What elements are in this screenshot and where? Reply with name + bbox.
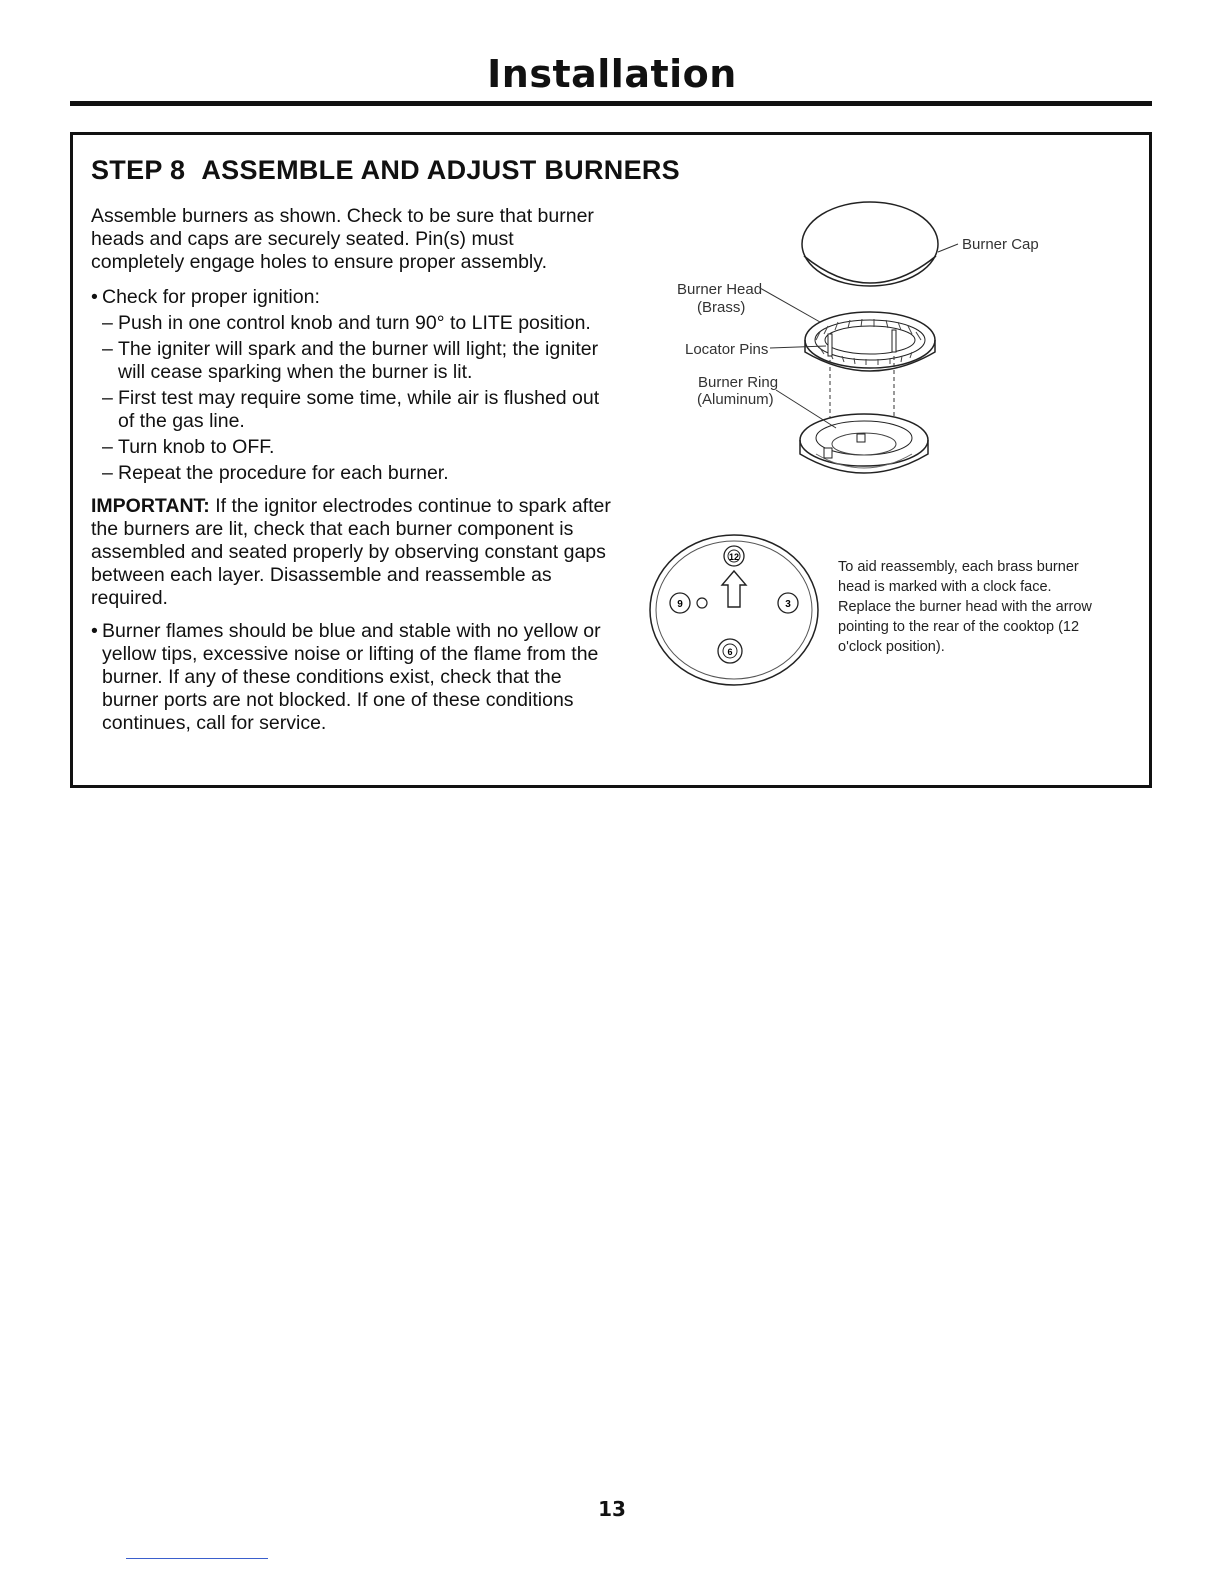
clock-mark-6: 6	[727, 647, 733, 657]
label-burner-head-material: (Brass)	[697, 299, 746, 316]
clock-face-caption: To aid reassembly, each brass burner head is marked with a clock face. Replace the burner head with the arrow pointing to the rear of the cooktop (12 o'clock position).	[838, 559, 1092, 655]
ignition-step: – The igniter will spark and the burner will light; the igniter will cease sparking when the burner is lit.	[102, 338, 599, 383]
footer-rule	[126, 1558, 268, 1559]
clock-mark-12: 12	[728, 552, 740, 562]
title-rule	[70, 101, 1152, 106]
important-text: If the ignitor electrodes continue to spark after the burners are lit, check that each burner component is assembled and seated properly by observing constant gaps between each layer. Disassemble and reassemble as required.	[91, 495, 611, 609]
step-heading	[91, 155, 680, 186]
page-number: 13	[598, 1497, 626, 1521]
intro-paragraph: Assemble burners as shown. Check to be sure that burner heads and caps are securely seated. Pin(s) must completely engage holes to ensure proper assembly.	[91, 205, 594, 273]
label-burner-ring: Burner Ring	[698, 374, 779, 391]
step-number: STEP 8	[91, 155, 186, 185]
ignition-bullet-text: Check for proper ignition:	[102, 286, 320, 308]
label-locator-pins: Locator Pins	[685, 341, 769, 358]
ignition-step: – Repeat the procedure for each burner.	[102, 462, 449, 484]
bullet-dot: •	[91, 286, 98, 308]
ignition-step: – First test may require some time, while air is flushed out of the gas line.	[102, 387, 600, 432]
clock-mark-9: 9	[677, 599, 683, 610]
instructions-column	[91, 205, 611, 735]
bullet-dot: •	[91, 620, 98, 642]
clock-face-diagram	[648, 533, 820, 687]
ignition-step: – Push in one control knob and turn 90° to LITE position.	[102, 312, 591, 334]
label-burner-head: Burner Head	[677, 281, 763, 298]
flame-bullet-text: Burner flames should be blue and stable with no yellow or yellow tips, excessive noise or lifting of the flame from the burner. If any of these conditions exist, check that the burner ports are not blocked. If one of these conditions continues, call for service.	[102, 620, 601, 734]
page-title: Installation	[487, 52, 737, 96]
label-burner-ring-material: (Aluminum)	[697, 391, 774, 408]
step-title: ASSEMBLE AND ADJUST BURNERS	[201, 155, 680, 185]
ignition-bullet	[91, 286, 611, 309]
clock-mark-3: 3	[785, 599, 791, 610]
ignition-step: – Turn knob to OFF.	[102, 436, 275, 458]
flame-bullet	[91, 620, 611, 735]
label-burner-cap: Burner Cap	[962, 236, 1039, 253]
important-label: IMPORTANT:	[91, 495, 210, 517]
important-note	[91, 495, 611, 610]
